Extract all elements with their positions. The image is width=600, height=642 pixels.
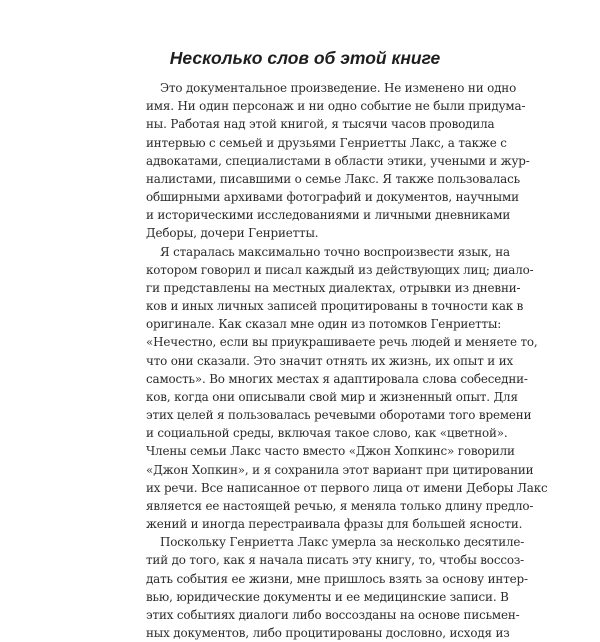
text-line: и историческими исследованиями и личными дневниками: [146, 208, 511, 223]
text-line: «Джон Хопкин», и я сохранила этот вариант при цитировании: [146, 462, 534, 477]
text-line: тий до того, как я начала писать эту книгу, то, чтобы воссоз-: [146, 553, 525, 568]
text-line: этих целей я пользовалась речевыми оборотами того времени: [146, 408, 532, 423]
text-line: этих событиях диалоги либо воссозданы на основе письмен-: [146, 607, 520, 622]
text-line: интервью с семьей и друзьями Генриетты Лакс, а также с: [146, 135, 507, 150]
text-line: ков и иных личных записей процитированы в точности как в: [146, 299, 524, 314]
text-line: адвокатами, специалистами в области этики, учеными и жур-: [146, 153, 530, 168]
text-line: ги представлены на местных диалектах, отрывки из дневни-: [146, 280, 521, 295]
text-line: Это документальное произведение. Не изменено ни одно: [160, 81, 517, 95]
text-line: Поскольку Генриетта Лакс умерла за несколько десятиле-: [160, 535, 525, 550]
text-line: обширными архивами фотографий и документов, научными: [146, 190, 519, 205]
text-line: имя. Ни один персонаж и ни одно событие не были придума-: [146, 99, 526, 114]
body-text: [146, 79, 548, 642]
text-line: ны. Работая над этой книгой, я тысячи часов проводила: [146, 117, 495, 132]
text-line: дать события ее жизни, мне пришлось взять за основу интер-: [146, 571, 528, 586]
text-line: Я старалась максимально точно воспроизвести язык, на: [160, 244, 510, 259]
text-line: жений и иногда перестраивала фразы для большей ясности.: [146, 517, 523, 532]
text-line: Деборы, дочери Генриетты.: [146, 226, 319, 241]
text-line: оригинале. Как сказал мне один из потомков Генриетты:: [146, 317, 502, 332]
text-line: самость». Во многих местах я адаптировала слова собеседни-: [146, 371, 528, 386]
text-line: ков, когда они описывали свой мир и жизненный опыт. Для: [146, 389, 518, 404]
text-line: что они сказали. Это значит отнять их жизнь, их опыт и их: [146, 353, 514, 368]
text-line: является ее настоящей речью, я меняла только длину предло-: [146, 498, 534, 513]
text-line: их речи. Все написанное от первого лица от имени Деборы Лакс: [146, 480, 548, 495]
text-line: Члены семьи Лакс часто вместо «Джон Хопкинс» говорили: [146, 444, 515, 459]
text-line: «Нечестно, если вы приукрашиваете речь людей и меняете то,: [146, 335, 538, 350]
text-line: вью, юридические документы и ее медицинские записи. В: [146, 589, 509, 604]
text-line: и социальной среды, включая такое слово, как «цветной».: [146, 426, 508, 441]
text-line: котором говорил и писал каждый из действующих лиц; диало-: [146, 262, 534, 277]
chapter-title: Несколько слов об этой книге: [169, 48, 441, 68]
text-line: ных документов, либо процитированы дословно, исходя из: [146, 626, 510, 641]
text-line: налистами, писавшими о семье Лакс. Я также пользовалась: [146, 171, 520, 186]
